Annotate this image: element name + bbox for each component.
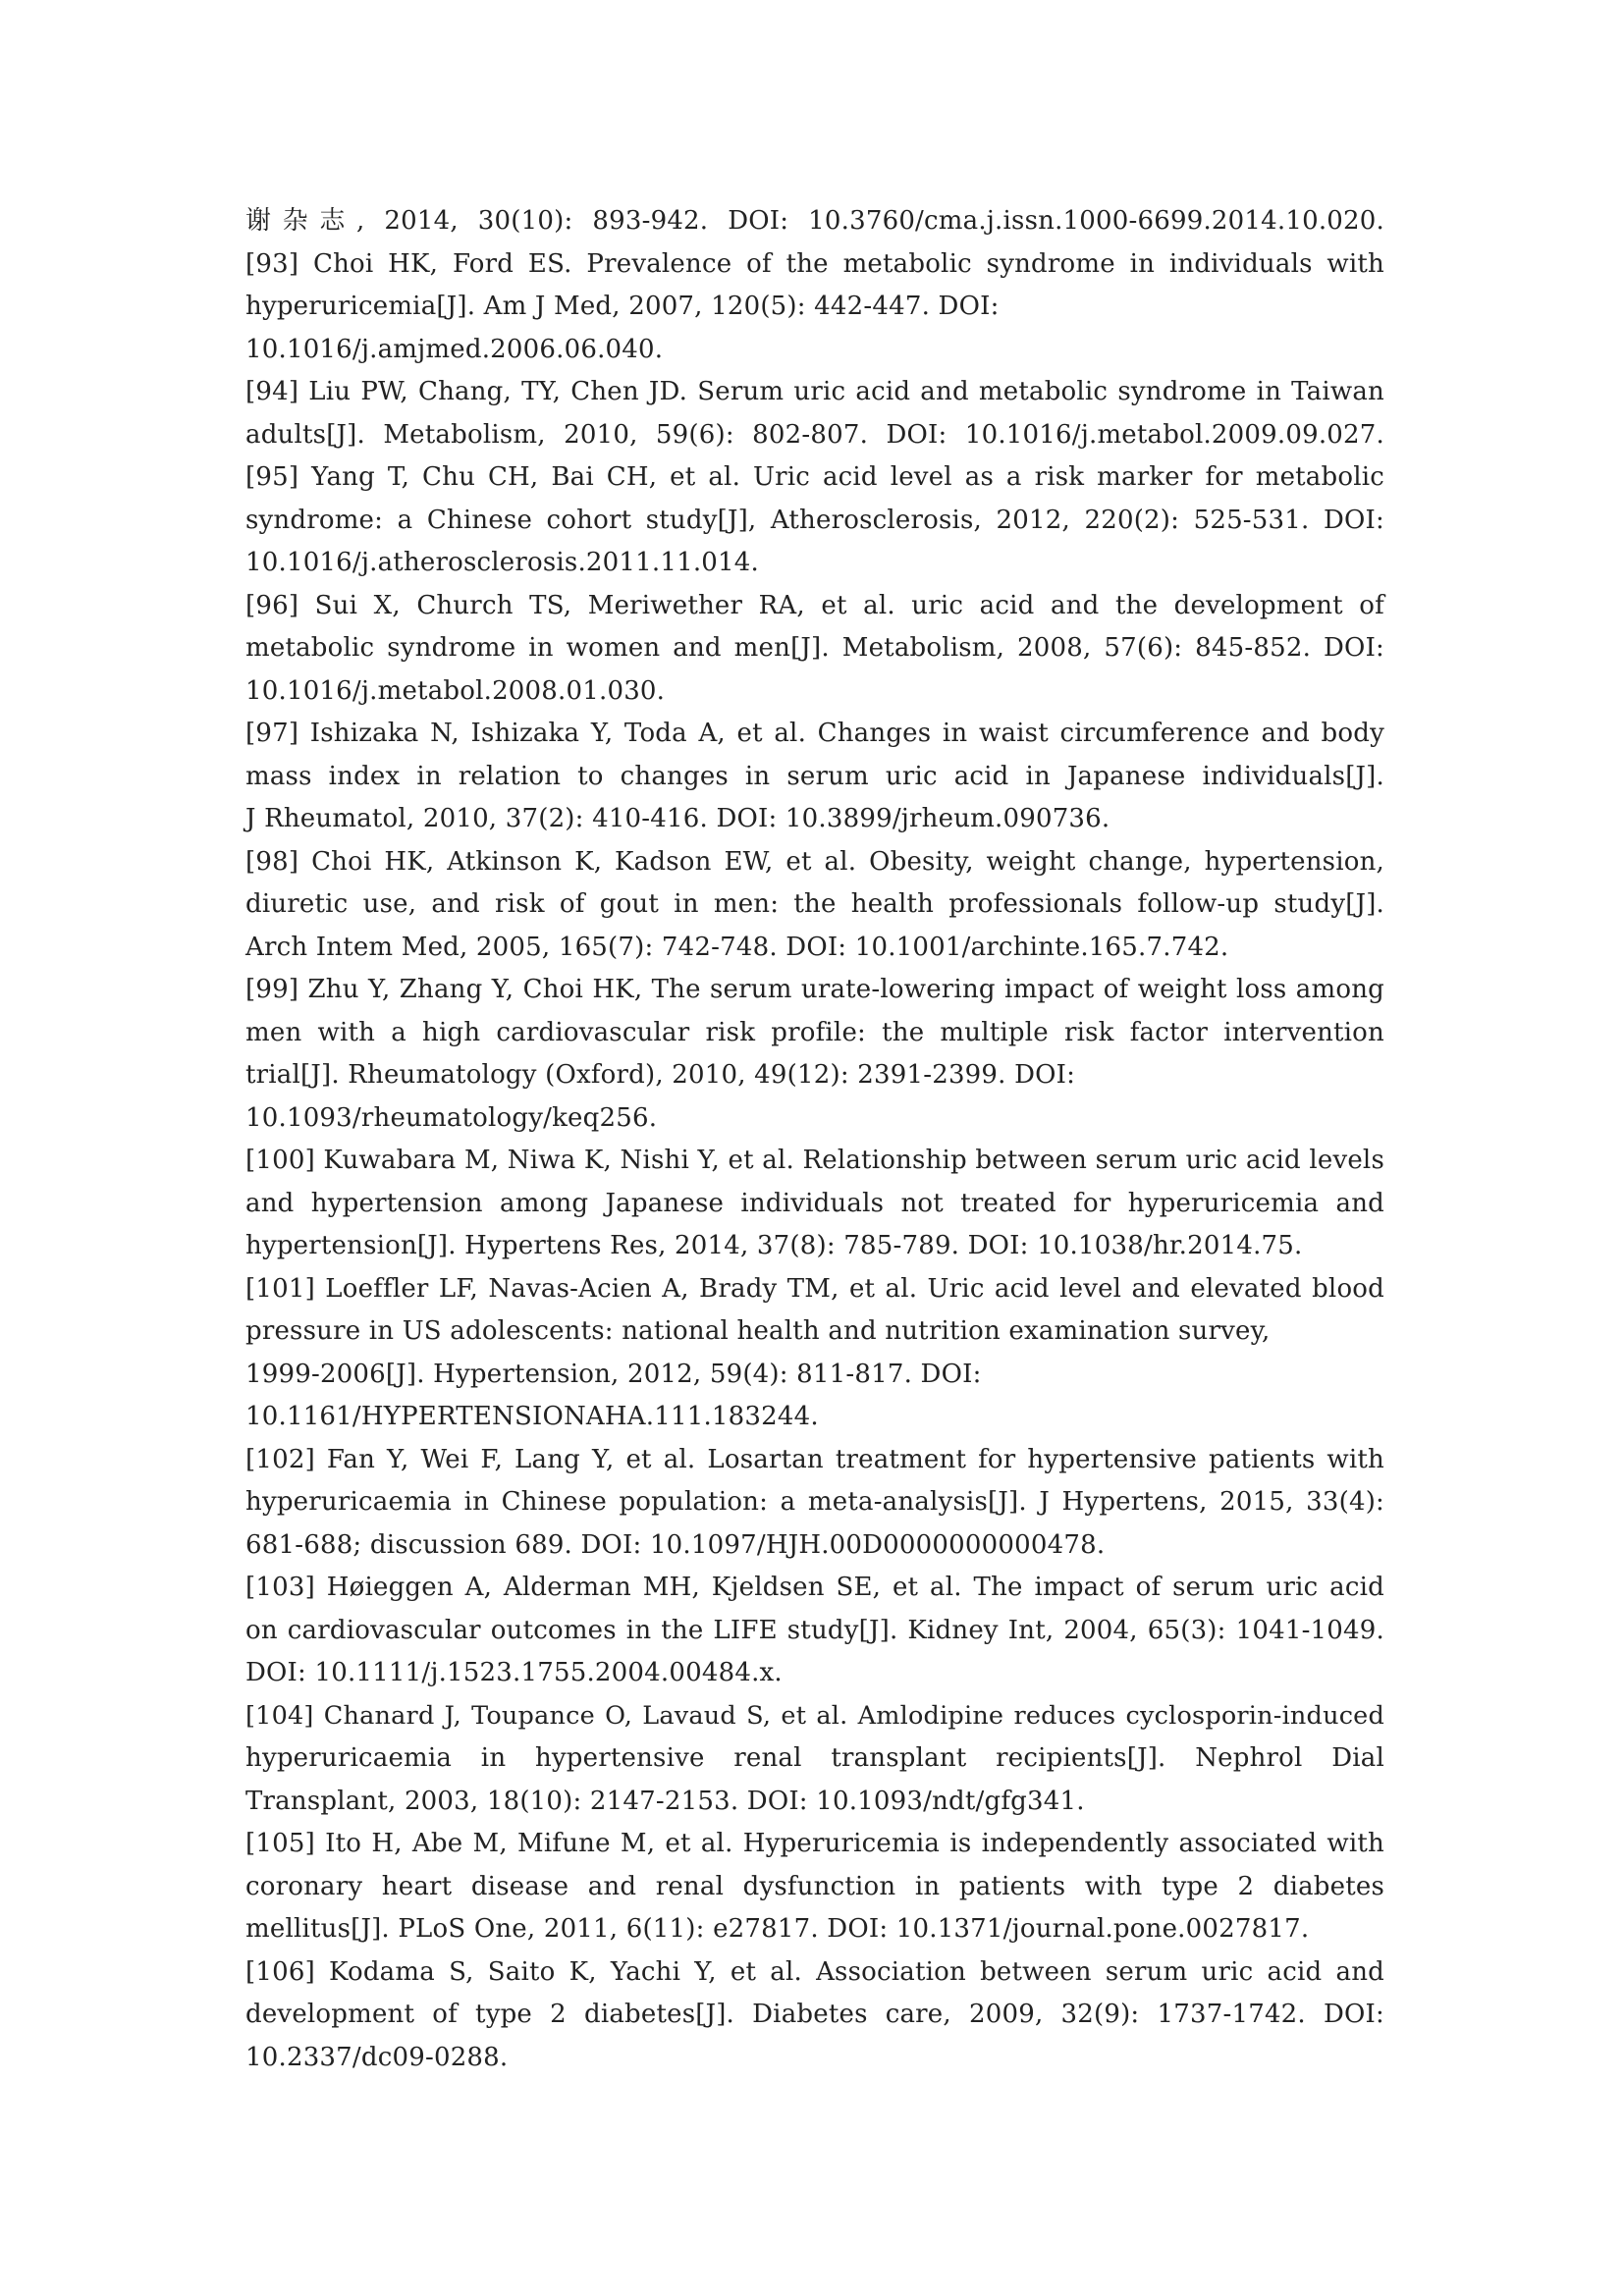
- text-line: [103] Høieggen A, Alderman MH, Kjeldsen SE, et al. The impact of serum uric acid: [245, 1573, 1384, 1602]
- text-line: metabolic syndrome in women and men[J]. Metabolism, 2008, 57(6): 845-852. DOI:: [245, 633, 1384, 663]
- text-line: diuretic use, and risk of gout in men: the health professionals follow-up study[J].: [245, 889, 1384, 919]
- text-line: men with a high cardiovascular risk profile: the multiple risk factor intervention: [245, 1017, 1384, 1047]
- text-line: hyperuricaemia in hypertensive renal transplant recipients[J]. Nephrol Dial: [245, 1743, 1384, 1773]
- text-line: syndrome: a Chinese cohort study[J], Atherosclerosis, 2012, 220(2): 525-531. DOI:: [245, 505, 1384, 535]
- text-line: hypertension[J]. Hypertens Res, 2014, 37(8): 785-789. DOI: 10.1038/hr.2014.75.: [245, 1231, 1303, 1260]
- text-line: [93] Choi HK, Ford ES. Prevalence of the metabolic syndrome in individuals with: [245, 248, 1384, 279]
- text-line: [94] Liu PW, Chang, TY, Chen JD. Serum uric acid and metabolic syndrome in Taiwan: [245, 377, 1384, 406]
- text-line: and hypertension among Japanese individuals not treated for hyperuricemia and: [245, 1188, 1384, 1218]
- text-line: adults[J]. Metabolism, 2010, 59(6): 802-807. DOI: 10.1016/j.metabol.2009.09.027.: [245, 419, 1384, 450]
- text-line: Transplant, 2003, 18(10): 2147-2153. DOI: 10.1093/ndt/gfg341.: [245, 1786, 1085, 1816]
- text-line: pressure in US adolescents: national health and nutrition examination survey,: [245, 1316, 1271, 1346]
- reference-list: [245, 200, 1384, 2079]
- text-line: trial[J]. Rheumatology (Oxford), 2010, 49(12): 2391-2399. DOI:: [245, 1060, 1076, 1090]
- text-line: [96] Sui X, Church TS, Meriwether RA, et al. uric acid and the development of: [245, 590, 1384, 620]
- text-line: [97] Ishizaka N, Ishizaka Y, Toda A, et al. Changes in waist circumference and body: [245, 719, 1384, 748]
- text-line: hyperuricemia[J]. Am J Med, 2007, 120(5): 442-447. DOI:: [245, 292, 1000, 321]
- text-line: 谢杂志, 2014, 30(10): 893-942. DOI: 10.3760/cma.j.issn.1000-6699.2014.10.020.: [245, 206, 1384, 236]
- text-line: hyperuricaemia in Chinese population: a meta-analysis[J]. J Hypertens, 2015, 33(4):: [245, 1487, 1384, 1517]
- text-line: [106] Kodama S, Saito K, Yachi Y, et al. Association between serum uric acid and: [245, 1956, 1384, 1987]
- text-line: [99] Zhu Y, Zhang Y, Choi HK, The serum urate-lowering impact of weight loss among: [245, 975, 1384, 1004]
- text-line: mellitus[J]. PLoS One, 2011, 6(11): e27817. DOI: 10.1371/journal.pone.0027817.: [245, 1914, 1310, 1944]
- text-line: 10.1161/HYPERTENSIONAHA.111.183244.: [245, 1402, 819, 1431]
- text-line: 1999-2006[J]. Hypertension, 2012, 59(4): 811-817. DOI:: [245, 1359, 982, 1389]
- text-line: on cardiovascular outcomes in the LIFE study[J]. Kidney Int, 2004, 65(3): 1041-1049.: [245, 1615, 1384, 1645]
- text-line: mass index in relation to changes in serum uric acid in Japanese individuals[J].: [245, 761, 1384, 791]
- text-line: coronary heart disease and renal dysfunction in patients with type 2 diabetes: [245, 1871, 1384, 1901]
- text-line: [101] Loeffler LF, Navas-Acien A, Brady TM, et al. Uric acid level and elevated blood: [245, 1273, 1384, 1304]
- text-line: [98] Choi HK, Atkinson K, Kadson EW, et al. Obesity, weight change, hypertension,: [245, 846, 1384, 877]
- text-line: J Rheumatol, 2010, 37(2): 410-416. DOI: 10.3899/jrheum.090736.: [245, 804, 1110, 833]
- text-line: 10.1016/j.amjmed.2006.06.040.: [245, 334, 664, 364]
- text-line: [104] Chanard J, Toupance O, Lavaud S, et al. Amlodipine reduces cyclosporin-induced: [245, 1700, 1384, 1731]
- text-line: [102] Fan Y, Wei F, Lang Y, et al. Losartan treatment for hypertensive patients with: [245, 1444, 1384, 1474]
- text-line: [95] Yang T, Chu CH, Bai CH, et al. Uric acid level as a risk marker for metabolic: [245, 462, 1384, 492]
- text-line: 10.1093/rheumatology/keq256.: [245, 1102, 658, 1133]
- text-line: 681-688; discussion 689. DOI: 10.1097/HJH.00D0000000000478.: [245, 1529, 1106, 1560]
- text-line: [100] Kuwabara M, Niwa K, Nishi Y, et al. Relationship between serum uric acid levels: [245, 1146, 1384, 1175]
- text-line: 10.1016/j.metabol.2008.01.030.: [245, 675, 666, 706]
- text-line: 10.1016/j.atherosclerosis.2011.11.014.: [245, 548, 759, 577]
- text-line: 10.2337/dc09-0288.: [245, 2042, 509, 2072]
- text-line: [105] Ito H, Abe M, Mifune M, et al. Hyperuricemia is independently associated with: [245, 1829, 1384, 1858]
- text-line: DOI: 10.1111/j.1523.1755.2004.00484.x.: [245, 1658, 783, 1687]
- text-line: development of type 2 diabetes[J]. Diabetes care, 2009, 32(9): 1737-1742. DOI:: [245, 2000, 1384, 2029]
- text-line: Arch Intem Med, 2005, 165(7): 742-748. DOI: 10.1001/archinte.165.7.742.: [245, 932, 1229, 962]
